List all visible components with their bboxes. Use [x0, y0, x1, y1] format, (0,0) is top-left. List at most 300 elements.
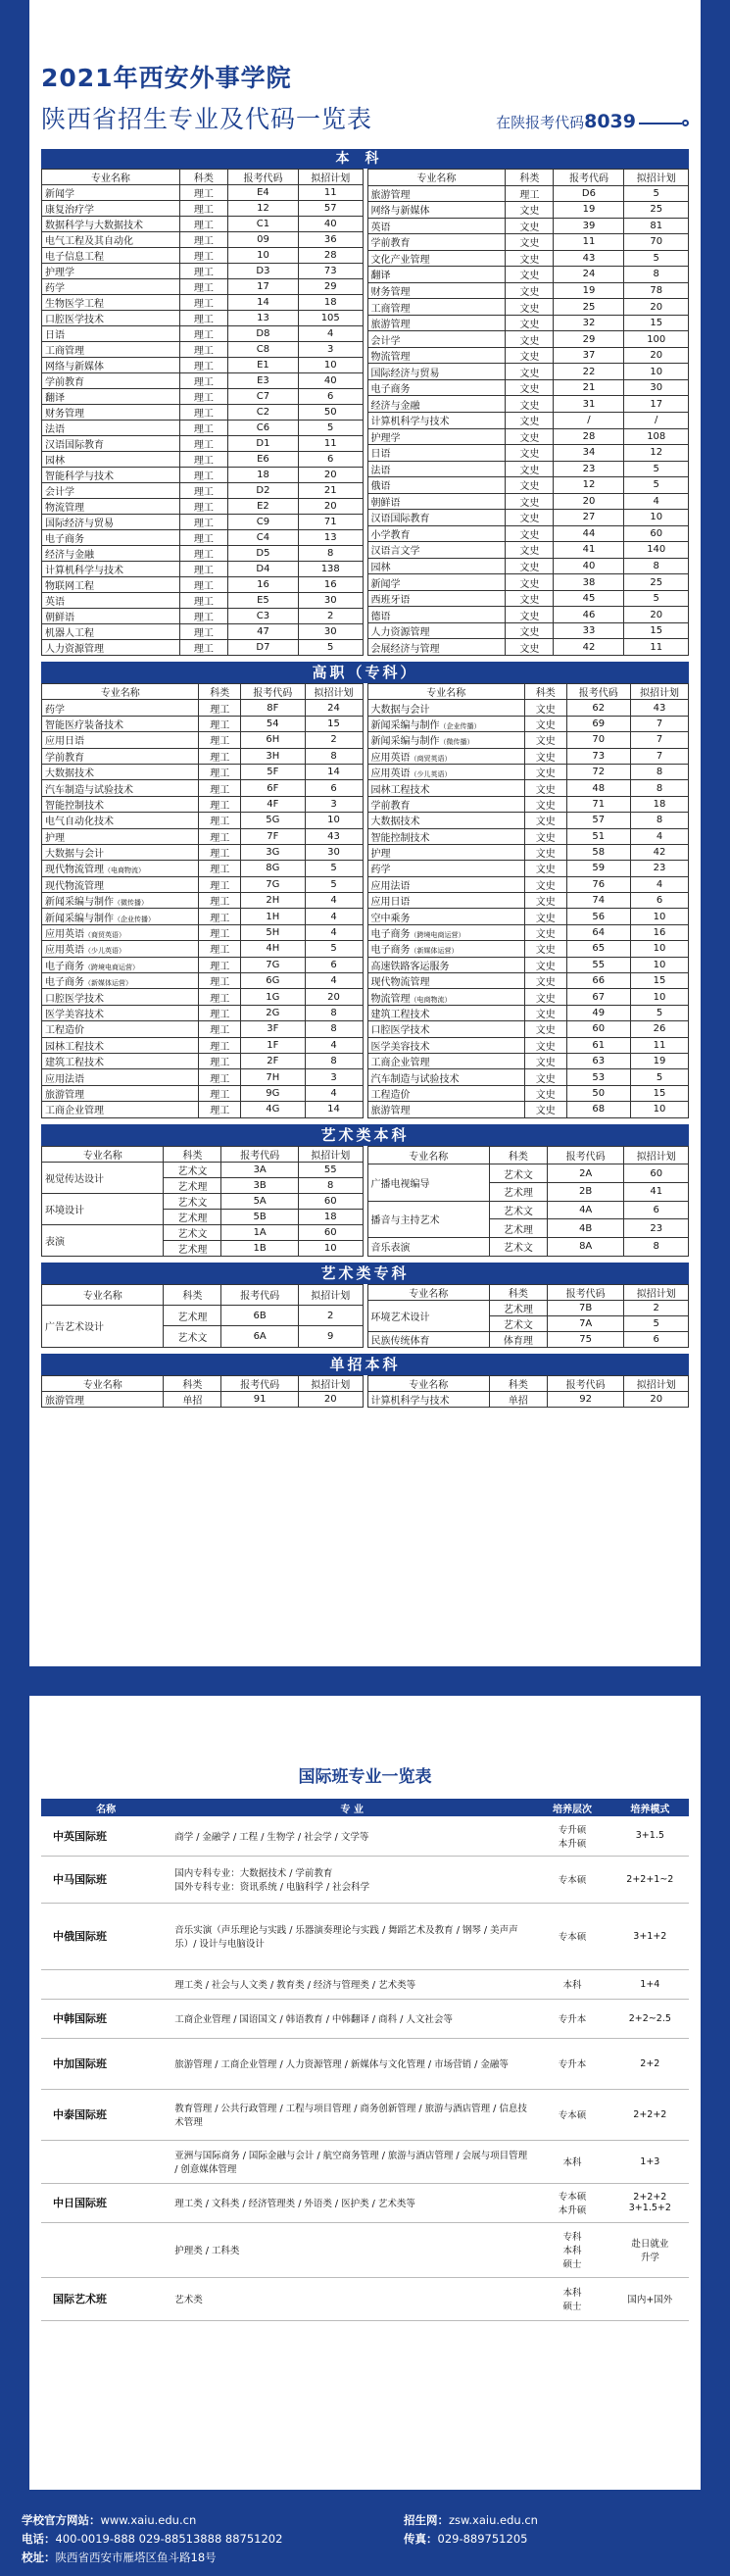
table-cell: 理工	[199, 844, 241, 860]
table-cell: 140	[624, 542, 689, 559]
table-cell: C2	[227, 405, 298, 421]
major-cell	[367, 700, 524, 716]
table-cell: 18	[298, 295, 363, 311]
table-cell: 5	[624, 185, 689, 202]
table-cell: 旅游管理	[367, 315, 506, 331]
table-cell: 23	[631, 861, 689, 876]
table-cell: 69	[566, 716, 631, 731]
table-cell: 8	[624, 267, 689, 283]
mode-cell	[611, 2222, 689, 2277]
program-name: 中韩国际班	[41, 1999, 170, 2038]
table-cell: 10	[624, 364, 689, 380]
table-cell: 艺术文	[164, 1326, 221, 1347]
major-name: 药学	[45, 704, 65, 716]
table-cell: 60	[624, 525, 689, 542]
table-cell: 翻译	[367, 267, 506, 283]
table-cell: 4H	[241, 941, 306, 957]
table-cell: C8	[227, 342, 298, 358]
table-row	[42, 828, 364, 844]
table-cell: 47	[227, 624, 298, 640]
intl-table	[41, 1799, 689, 2321]
table-cell: 计算机科学与技术	[367, 412, 506, 428]
major-line: 理工类 / 社会与人文类 / 教育类 / 经济与管理类 / 艺术类等	[174, 1980, 416, 1991]
table-row	[367, 607, 689, 623]
table-cell: 理工	[179, 546, 227, 562]
table-cell: 26	[631, 1021, 689, 1037]
table-cell: 3A	[221, 1162, 299, 1177]
table-cell: 45	[554, 590, 624, 607]
table-row	[42, 748, 364, 764]
table-cell: 81	[624, 218, 689, 234]
table-row	[367, 700, 689, 716]
table-cell: 15	[631, 1085, 689, 1101]
table-cell: 网络与新媒体	[42, 358, 180, 373]
table-cell: 理工	[506, 185, 554, 202]
phone-label: 电话：	[22, 2532, 56, 2546]
column-header: 专业名称	[42, 684, 199, 700]
program-name: 中加国际班	[41, 2038, 170, 2089]
table-cell: 09	[227, 232, 298, 248]
table-cell: 14	[227, 295, 298, 311]
major-name: 空中乘务	[370, 913, 411, 924]
table-cell: 2	[298, 609, 363, 624]
column-header: 报考代码	[221, 1375, 299, 1391]
table-cell: 25	[624, 202, 689, 219]
table-cell: 艺术文	[489, 1315, 547, 1331]
level-line: 本科	[562, 2246, 582, 2256]
table-cell: D1	[227, 436, 298, 452]
level-line: 本升硕	[558, 2205, 587, 2216]
table-cell: 17	[227, 279, 298, 295]
major-name: 口腔医学技术	[45, 993, 104, 1005]
header-row	[41, 1799, 689, 1816]
table-row	[42, 358, 364, 373]
table-cell: 理工	[199, 909, 241, 924]
table-cell: 理工	[179, 452, 227, 468]
table-cell: 艺术文	[164, 1224, 221, 1240]
table-row	[367, 1331, 689, 1347]
level-line: 本升硕	[558, 1838, 587, 1850]
table-cell: 理工	[179, 562, 227, 577]
table-cell: 6B	[221, 1305, 299, 1325]
column-header: 专业名称	[42, 1375, 164, 1391]
table-cell: 5	[305, 876, 363, 892]
table-cell: 物流管理	[42, 499, 180, 515]
table-row	[42, 389, 364, 405]
table-cell: 34	[554, 445, 624, 462]
table-cell: 新闻学	[367, 574, 506, 591]
table-row	[42, 732, 364, 748]
table-cell: 43	[631, 700, 689, 716]
program-name: 中英国际班	[41, 1816, 170, 1856]
major-name: 工商企业管理	[45, 1106, 104, 1117]
table-cell: 51	[566, 828, 631, 844]
table-cell: 人力资源管理	[367, 622, 506, 639]
table-cell: 6F	[241, 780, 306, 796]
table-cell: 电气工程及其自动化	[42, 232, 180, 248]
major-direction: （少儿英语）	[84, 947, 125, 956]
major-cell	[42, 828, 199, 844]
table-row	[367, 1053, 689, 1068]
table-cell: 艺术文	[489, 1237, 547, 1256]
table-cell: 8	[305, 1053, 363, 1068]
table-cell: 文史	[506, 477, 554, 494]
table-cell: 艺术文	[489, 1201, 547, 1219]
table-row	[367, 732, 689, 748]
table-cell: 4	[305, 1037, 363, 1053]
major-cell	[367, 1037, 524, 1053]
header-row	[367, 170, 689, 186]
major-cell	[170, 1856, 533, 1903]
yishu-zhuanke-table-left	[41, 1284, 364, 1348]
table-cell: 18	[227, 468, 298, 483]
table-row	[367, 957, 689, 972]
column-header: 名称	[41, 1799, 170, 1816]
table-cell: 7B	[547, 1300, 624, 1315]
table-cell: 30	[298, 624, 363, 640]
table-cell: 4B	[547, 1219, 624, 1238]
table-cell: 5	[624, 461, 689, 477]
table-cell: 德语	[367, 607, 506, 623]
column-header: 拟招计划	[298, 1146, 363, 1162]
column-header: 科类	[489, 1375, 547, 1391]
table-cell: 理工	[179, 624, 227, 640]
major-name: 应用英语	[45, 945, 84, 957]
major-name: 学前教育	[45, 752, 84, 764]
yishu-zhuanke-tables	[41, 1284, 689, 1348]
table-cell: 口腔医学技术	[42, 311, 180, 326]
enroll-link[interactable]: zsw.xaiu.edu.cn	[449, 2513, 538, 2527]
table-cell: 43	[305, 828, 363, 844]
table-cell: 25	[554, 299, 624, 316]
table-cell: 8	[305, 748, 363, 764]
major-name: 现代物流管理	[370, 977, 430, 989]
table-row	[42, 909, 364, 924]
mode-line: 2+2~2.5	[628, 2012, 671, 2024]
major-cell	[42, 1085, 199, 1101]
table-cell: 68	[566, 1102, 631, 1117]
fax-label: 传真：	[404, 2532, 438, 2546]
major-cell	[170, 1999, 533, 2038]
table-cell: 日语	[367, 445, 506, 462]
table-row	[42, 957, 364, 972]
table-cell: 工商管理	[367, 299, 506, 316]
table-cell: 10	[631, 909, 689, 924]
table-row	[367, 1164, 689, 1183]
table-row	[42, 764, 364, 779]
table-cell: 人力资源管理	[42, 640, 180, 656]
major-name: 播音与主持艺术	[367, 1201, 489, 1237]
major-name: 旅游管理	[370, 1106, 411, 1117]
major-name: 电子商务	[370, 945, 411, 957]
major-name: 新闻采编与制作	[370, 719, 440, 731]
major-direction: （商贸英语）	[410, 754, 452, 763]
column-header: 科类	[489, 1284, 547, 1300]
table-row	[367, 1005, 689, 1020]
table-row	[42, 201, 364, 217]
mode-cell	[611, 1999, 689, 2038]
table-cell: 理工	[179, 232, 227, 248]
table-cell: 理工	[179, 640, 227, 656]
table-row	[367, 989, 689, 1005]
table-cell: 艺术理	[164, 1177, 221, 1193]
major-name: 现代物流管理	[45, 880, 104, 892]
column-header: 专业名称	[42, 1284, 164, 1305]
website-label: 学校官方网站：	[22, 2513, 101, 2527]
table-cell: 理工	[199, 941, 241, 957]
table-cell: C9	[227, 515, 298, 530]
table-row	[42, 232, 364, 248]
header-row	[42, 1375, 364, 1391]
table-cell: 法语	[42, 421, 180, 436]
table-cell: 理工	[179, 295, 227, 311]
table-row	[42, 609, 364, 624]
major-cell	[367, 764, 524, 779]
table-cell: 英语	[367, 218, 506, 234]
table-cell: 20	[298, 468, 363, 483]
table-cell: 8	[624, 1237, 689, 1256]
table-cell: 1F	[241, 1037, 306, 1053]
table-cell: 3G	[241, 844, 306, 860]
table-cell: 国际经济与贸易	[367, 364, 506, 380]
table-cell: 理工	[199, 716, 241, 731]
table-cell: 俄语	[367, 477, 506, 494]
major-line: 艺术类	[174, 2295, 203, 2305]
table-row	[367, 1237, 689, 1256]
column-header: 科类	[506, 170, 554, 186]
table-row	[42, 295, 364, 311]
column-header: 拟招计划	[298, 1375, 363, 1391]
column-header: 培养层次	[533, 1799, 610, 1816]
column-header: 拟招计划	[624, 170, 689, 186]
table-cell: D5	[227, 546, 298, 562]
level-line: 硕士	[562, 2259, 582, 2270]
table-cell: C4	[227, 530, 298, 546]
column-header: 科类	[164, 1375, 221, 1391]
table-row	[42, 1391, 364, 1407]
fax-number: 029-889751205	[437, 2532, 528, 2546]
table-cell: 19	[554, 202, 624, 219]
mode-line: 2+2+2	[633, 2108, 667, 2120]
table-cell: 经济与金融	[42, 546, 180, 562]
table-row	[42, 577, 364, 593]
gaozhi-heading: 高职（专科）	[41, 662, 689, 683]
major-cell	[367, 893, 524, 909]
table-row	[367, 828, 689, 844]
mode-line: 2+2	[640, 2057, 660, 2069]
major-name: 民族传统体育	[367, 1331, 489, 1347]
table-cell: /	[554, 412, 624, 428]
code-label	[496, 111, 689, 132]
website-link[interactable]: www.xaiu.edu.cn	[100, 2513, 197, 2527]
yishu-benke-tables	[41, 1146, 689, 1257]
table-row	[42, 326, 364, 342]
table-cell: D3	[227, 264, 298, 279]
table-row	[367, 1085, 689, 1101]
table-cell: 5	[631, 1069, 689, 1085]
table-cell: 理工	[179, 201, 227, 217]
table-cell: 药学	[42, 279, 180, 295]
major-line: 亚洲与国际商务 / 国际金融与会计 / 航空商务管理 / 旅游与酒店管理 / 会展与项目管理 / 创意媒体管理	[174, 2151, 528, 2175]
table-cell: D2	[227, 483, 298, 499]
major-cell	[367, 813, 524, 828]
intl-row	[41, 1856, 689, 1903]
table-row	[42, 499, 364, 515]
table-cell: 旅游管理	[367, 185, 506, 202]
table-cell: 文史	[506, 396, 554, 413]
table-cell: 100	[624, 331, 689, 348]
table-cell: 园林	[367, 558, 506, 574]
table-row	[42, 813, 364, 828]
major-name: 智能控制技术	[45, 800, 104, 812]
table-cell: 12	[227, 201, 298, 217]
table-row	[367, 876, 689, 892]
table-row	[367, 941, 689, 957]
benke-tables	[41, 169, 689, 656]
table-cell: 56	[566, 909, 631, 924]
table-cell: 71	[298, 515, 363, 530]
table-cell: 4	[305, 1085, 363, 1101]
table-cell: 文史	[524, 893, 566, 909]
table-row	[42, 861, 364, 876]
column-header: 报考代码	[554, 170, 624, 186]
table-cell: C3	[227, 609, 298, 624]
table-cell: 理工	[179, 279, 227, 295]
major-cell	[42, 716, 199, 731]
mode-line: 1+4	[640, 1978, 660, 1990]
major-name: 电子商务	[45, 961, 84, 972]
table-cell: 4	[305, 909, 363, 924]
table-cell: 3B	[221, 1177, 299, 1193]
major-cell	[42, 909, 199, 924]
column-header: 报考代码	[241, 684, 306, 700]
table-cell: 5	[624, 590, 689, 607]
table-cell: 23	[554, 461, 624, 477]
table-cell: 14	[305, 1102, 363, 1117]
table-cell: 20	[554, 493, 624, 510]
column-header: 拟招计划	[624, 1284, 689, 1300]
table-cell: 文史	[524, 1021, 566, 1037]
table-cell: 7G	[241, 957, 306, 972]
table-cell: 文史	[524, 716, 566, 731]
level-cell	[533, 2038, 610, 2089]
program-name: 中日国际班	[41, 2183, 170, 2222]
table-cell: 24	[554, 267, 624, 283]
table-cell: 16	[227, 577, 298, 593]
column-header: 科类	[524, 684, 566, 700]
table-row	[42, 546, 364, 562]
table-cell: 护理学	[42, 264, 180, 279]
column-header: 报考代码	[547, 1284, 624, 1300]
table-cell: 理工	[179, 405, 227, 421]
table-cell: 20	[624, 347, 689, 364]
table-cell: 11	[554, 234, 624, 251]
danzhao-heading: 单招本科	[41, 1354, 689, 1375]
table-cell: 46	[554, 607, 624, 623]
major-cell	[42, 876, 199, 892]
table-cell: 艺术文	[489, 1164, 547, 1183]
table-cell: 文史	[506, 218, 554, 234]
major-cell	[42, 748, 199, 764]
table-cell: 40	[298, 217, 363, 232]
table-cell: 理工	[199, 1102, 241, 1117]
program-name: 中马国际班	[41, 1856, 170, 1903]
table-cell: 艺术文	[164, 1162, 221, 1177]
table-cell: 文史	[506, 558, 554, 574]
major-cell	[170, 2089, 533, 2140]
table-cell: 康复治疗学	[42, 201, 180, 217]
table-cell: 物流管理	[367, 347, 506, 364]
table-cell: 艺术理	[489, 1219, 547, 1238]
table-cell: D4	[227, 562, 298, 577]
table-cell: 文史	[524, 813, 566, 828]
major-name: 大数据与会计	[45, 849, 104, 861]
table-cell: 翻译	[42, 389, 180, 405]
mode-line: 升学	[640, 2253, 659, 2263]
column-header: 报考代码	[566, 684, 631, 700]
table-cell: 文史	[524, 957, 566, 972]
major-cell	[367, 1005, 524, 1020]
table-cell: 文史	[524, 796, 566, 812]
table-cell: 艺术理	[489, 1300, 547, 1315]
table-cell: 学前教育	[42, 373, 180, 389]
table-cell: 理工	[179, 217, 227, 232]
major-cell	[42, 893, 199, 909]
table-cell: 文史	[506, 607, 554, 623]
table-row	[367, 185, 689, 202]
table-cell: 4	[305, 973, 363, 989]
table-cell: 25	[624, 574, 689, 591]
table-cell: 理工	[199, 748, 241, 764]
table-cell: 学前教育	[367, 234, 506, 251]
table-row	[42, 1053, 364, 1068]
mode-line: 2+2+2	[633, 2192, 667, 2203]
table-cell: 财务管理	[367, 282, 506, 299]
intl-row	[41, 2038, 689, 2089]
table-cell: 42	[554, 639, 624, 656]
table-row	[367, 1021, 689, 1037]
table-cell: 78	[624, 282, 689, 299]
table-row	[367, 510, 689, 526]
table-row	[42, 796, 364, 812]
table-cell: 1G	[241, 989, 306, 1005]
table-cell: 20	[305, 989, 363, 1005]
major-cell	[367, 1085, 524, 1101]
mode-line: 国内+国外	[627, 2295, 673, 2305]
table-cell: 43	[554, 250, 624, 267]
level-line: 专本硕	[558, 1932, 587, 1943]
table-cell: 18	[298, 1209, 363, 1224]
table-row	[367, 282, 689, 299]
table-cell: 文史	[524, 764, 566, 779]
table-row	[367, 542, 689, 559]
major-cell	[42, 764, 199, 779]
table-cell: 生物医学工程	[42, 295, 180, 311]
table-cell: 文史	[524, 700, 566, 716]
table-cell: 15	[624, 315, 689, 331]
table-row	[42, 421, 364, 436]
intl-row	[41, 2277, 689, 2320]
table-cell: 5G	[241, 813, 306, 828]
table-cell: 11	[624, 639, 689, 656]
table-cell: 文史	[506, 510, 554, 526]
table-cell: 41	[554, 542, 624, 559]
major-name: 电子商务	[45, 977, 84, 989]
table-cell: 文史	[506, 590, 554, 607]
table-cell: 10	[624, 510, 689, 526]
table-row	[42, 217, 364, 232]
major-line: 国外专科专业：资讯系统 / 电脑科学 / 社会科学	[174, 1882, 370, 1893]
